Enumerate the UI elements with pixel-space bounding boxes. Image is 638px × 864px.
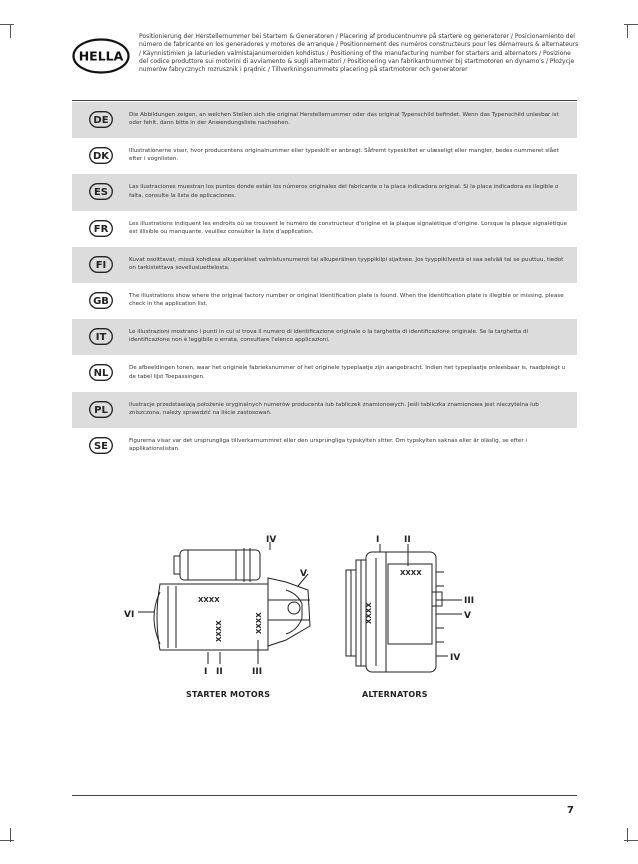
- language-row-it: [72, 319, 577, 355]
- language-badge: [89, 256, 113, 273]
- divider: [72, 795, 577, 796]
- language-code: IT: [95, 332, 107, 344]
- brand-name: HELLA: [78, 48, 124, 64]
- starter-label-ii: II: [216, 667, 223, 677]
- language-text: Le illustrazioni mostrano i punti in cui si trova il numero di identificazione originale o la targhetta di identificazione originale. Se la targhetta di identificazione non è leggibile o errata, consultare l'elenco applicazioni.: [129, 329, 529, 344]
- page-number: 7: [567, 805, 574, 816]
- language-text: Die Abbildungen zeigen, an welchen Stellen sich die original Herstellernummer oder das original Typenschild befindet. Wenn das Typenschild unlesbar ist oder fehlt, dann bitte in der Anwendungsliste nachsehen.: [129, 112, 559, 127]
- language-badge: [89, 220, 113, 237]
- language-code: FI: [95, 259, 107, 271]
- language-code: DK: [92, 151, 110, 163]
- language-row-nl: [72, 355, 577, 391]
- language-list: [72, 102, 577, 464]
- language-row-de: [72, 102, 577, 138]
- divider: [72, 100, 577, 101]
- language-badge: [89, 147, 113, 164]
- crop-mark: [10, 24, 11, 38]
- language-badge: [89, 364, 113, 381]
- marking-label: XXXX: [255, 612, 263, 634]
- technical-diagram: [118, 530, 498, 710]
- marking-label: XXXX: [215, 620, 223, 642]
- language-code: NL: [93, 368, 109, 380]
- language-text: Illustrationerne viser, hvor producentens originalnummer eller typeskilt er anbragt. Såfremt typeskiltet er ulæseligt eller mangler, bedes nummeret slået efter i vognlisten.: [129, 148, 559, 163]
- alternators-caption: ALTERNATORS: [362, 690, 428, 699]
- marking-label: XXXX: [400, 569, 422, 577]
- language-row-pl: [72, 392, 577, 428]
- language-text: Figurerna visar var det ursprungliga tillverkarnummret eller den ursprungliga typskylten sitter. Om typskylten saknas eller är oläslig, se efter i applikationslistan.: [129, 437, 527, 452]
- alternator-label-iv: IV: [450, 653, 461, 663]
- language-code: DE: [93, 115, 109, 127]
- crop-mark: [0, 840, 14, 841]
- language-badge: [89, 437, 113, 454]
- language-row-se: [72, 428, 577, 464]
- crop-mark: [0, 24, 14, 25]
- alternator-label-iii: III: [464, 596, 475, 606]
- alternator-drawing: [346, 544, 462, 672]
- starter-label-iii: III: [252, 667, 263, 677]
- language-code: PL: [94, 404, 108, 416]
- starter-label-vi: VI: [124, 610, 135, 620]
- language-badge: [89, 111, 113, 128]
- crop-mark: [627, 24, 628, 38]
- language-code: FR: [93, 223, 109, 235]
- alternator-label-i: I: [376, 535, 380, 545]
- language-code: ES: [93, 187, 109, 199]
- marking-label: XXXX: [365, 602, 373, 624]
- crop-mark: [624, 24, 638, 25]
- crop-mark: [624, 840, 638, 841]
- starter-motor-drawing: [138, 542, 310, 664]
- marking-label: XXXX: [198, 596, 220, 604]
- language-badge: [89, 401, 113, 418]
- language-code: SE: [93, 440, 109, 452]
- language-row-dk: [72, 138, 577, 174]
- language-text: De afbeeldingen tonen, waar het originele fabrieksnummer of het originele typeplaatje zijn aangebracht. Indien het typeplaatje onleesbaar is, raadpleegt u de tabel lijst Toepassingen.: [129, 365, 566, 380]
- alternator-label-v: V: [464, 611, 471, 621]
- starter-label-v: V: [300, 569, 307, 579]
- starter-label-iv: IV: [266, 535, 277, 545]
- language-text: Las ilustraciones muestran los puntos donde están los números originales del fabricante o la placa indicadora original. Si la placa indicadora es ilegible o falta, consulte la lista de aplicaciones.: [129, 184, 559, 199]
- language-badge: [89, 292, 113, 309]
- language-text: Ilustracje przedstawiają położenie oryginalnych numerów producenta lub tabliczek znamionowych. Jeśli tabliczka znamionowa jest nieczytelna lub zniszczona, należy sprawdzić na liście zastosowań.: [129, 401, 539, 416]
- language-code: GB: [93, 296, 109, 308]
- language-row-fi: [72, 247, 577, 283]
- language-badge: [89, 183, 113, 200]
- alternator-label-ii: II: [404, 535, 411, 545]
- language-row-gb: [72, 283, 577, 319]
- language-badge: [89, 328, 113, 345]
- starter-motors-caption: STARTER MOTORS: [186, 690, 271, 699]
- language-text: Les illustrations indiquent les endroits où se trouvent le numéro de constructeur d'origine et la plaque signalétique d'origine. Lorsque la plaque signalétique est illisible ou manquante, veuillez consulter la liste d'application.: [129, 220, 568, 235]
- language-text: The illustrations show where the original factory number or original identification plate is found. When the identification plate is illegible or missing, please check in the application list.: [129, 292, 564, 308]
- language-text: Kuvat osoittavat, missä kohdissa alkuperäiset valmistusnumerot tai alkuperäinen tyyppikilpi sijaitsee. Jos tyyppikilvestä ei saa selvää tai se puuttuu, tiedot on tarkistettava sovellusluettelosta.: [129, 256, 564, 271]
- hella-logo: [72, 38, 130, 74]
- language-row-es: [72, 174, 577, 210]
- header-text: Positionierung der Herstellernummer bei Startern & Generatoren / Placering af producentnumre på startere og generatorer / Posicionamiento del número de fabricante en los generadores y motores de arranque / Positionnement des numéros constructeurs pour les démarreurs & alternateurs / Käynnistimien ja laturieden valmistajanumeroiden kohdistus / Positioning of the manufacturing number for starters and alternators / Posizione del codice produttore sui motorini di avviamento & sugli alternatori / Positionering van fabrikantnummer bij startmotoren en dynamo's / Płożycje numerów fabrycznych rozrusznik i prądnic / Tillverkningsnummets placering på startmotorer och generatorer: [139, 33, 579, 74]
- starter-label-i: I: [204, 667, 208, 677]
- language-row-fr: [72, 211, 577, 247]
